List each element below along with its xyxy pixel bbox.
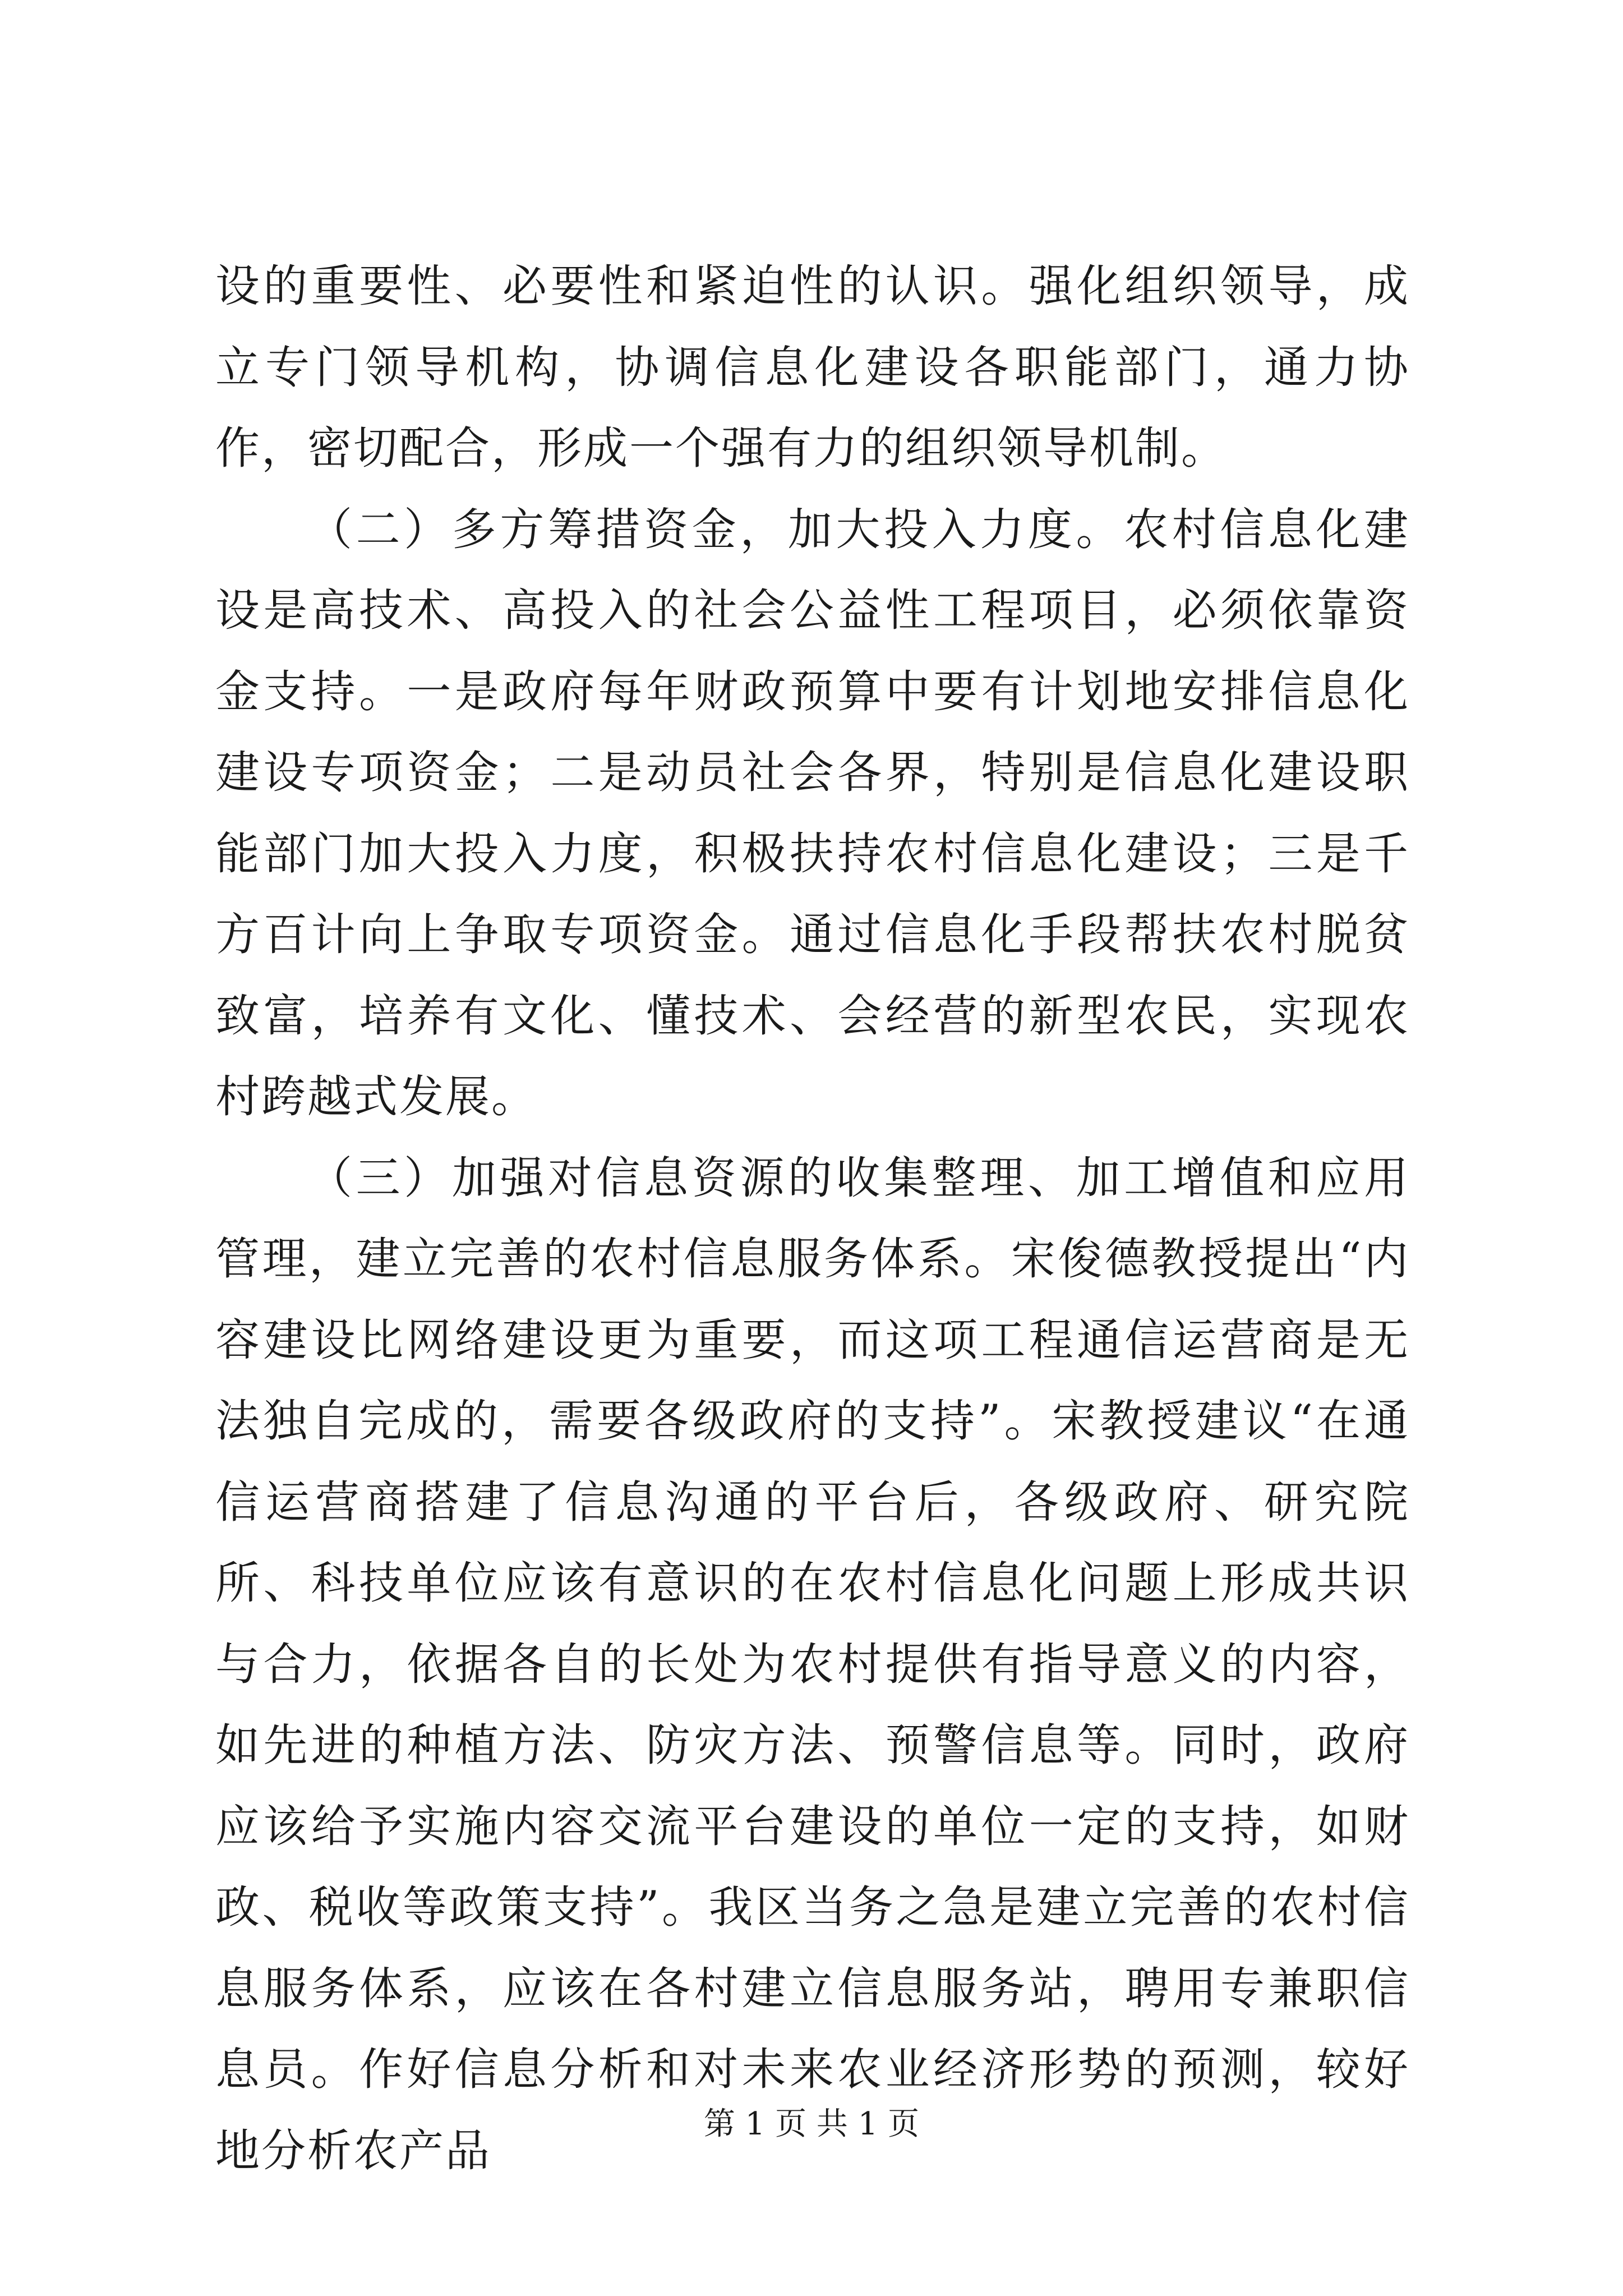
paragraph-section-two: （二）多方筹措资金，加大投入力度。农村信息化建设是高技术、高投入的社会公益性工程项目，必须依靠资金支持。一是政府每年财政预算中要有计划地安排信息化建设专项资金；二是动员社会各界，特别是信息化建设职能部门加大投入力度，积极扶持农村信息化建设；三是千方百计向上争取专项资金。通过信息化手段帮扶农村脱贫致富，培养有文化、懂技术、会经营的新型农民，实现农村跨越式发展。 <box>215 503 1410 1122</box>
document-body <box>215 246 1410 2191</box>
paragraph-section-three: （三）加强对信息资源的收集整理、加工增值和应用管理，建立完善的农村信息服务体系。宋俊德教授提出“内容建设比网络建设更为重要，而这项工程通信运营商是无法独自完成的，需要各级政府的支持”。宋教授建议“在通信运营商搭建了信息沟通的平台后，各级政府、研究院所、科技单位应该有意识的在农村信息化问题上形成共识与合力，依据各自的长处为农村提供有指导意义的内容，如先进的种植方法、防灾方法、预警信息等。同时，政府应该给予实施内容交流平台建设的单位一定的支持，如财政、税收等政策支持”。我区当务之急是建立完善的农村信息服务体系，应该在各村建立信息服务站，聘用专兼职信息员。作好信息分析和对未来农业经济形势的预测，较好地分析农产品 <box>215 1152 1410 2177</box>
page-footer: 第 1 页 共 1 页 <box>703 2106 920 2142</box>
paragraph-continuation: 设的重要性、必要性和紧迫性的认识。强化组织领导，成立专门领导机构，协调信息化建设各职能部门，通力协作，密切配合，形成一个强有力的组织领导机制。 <box>215 260 1410 474</box>
